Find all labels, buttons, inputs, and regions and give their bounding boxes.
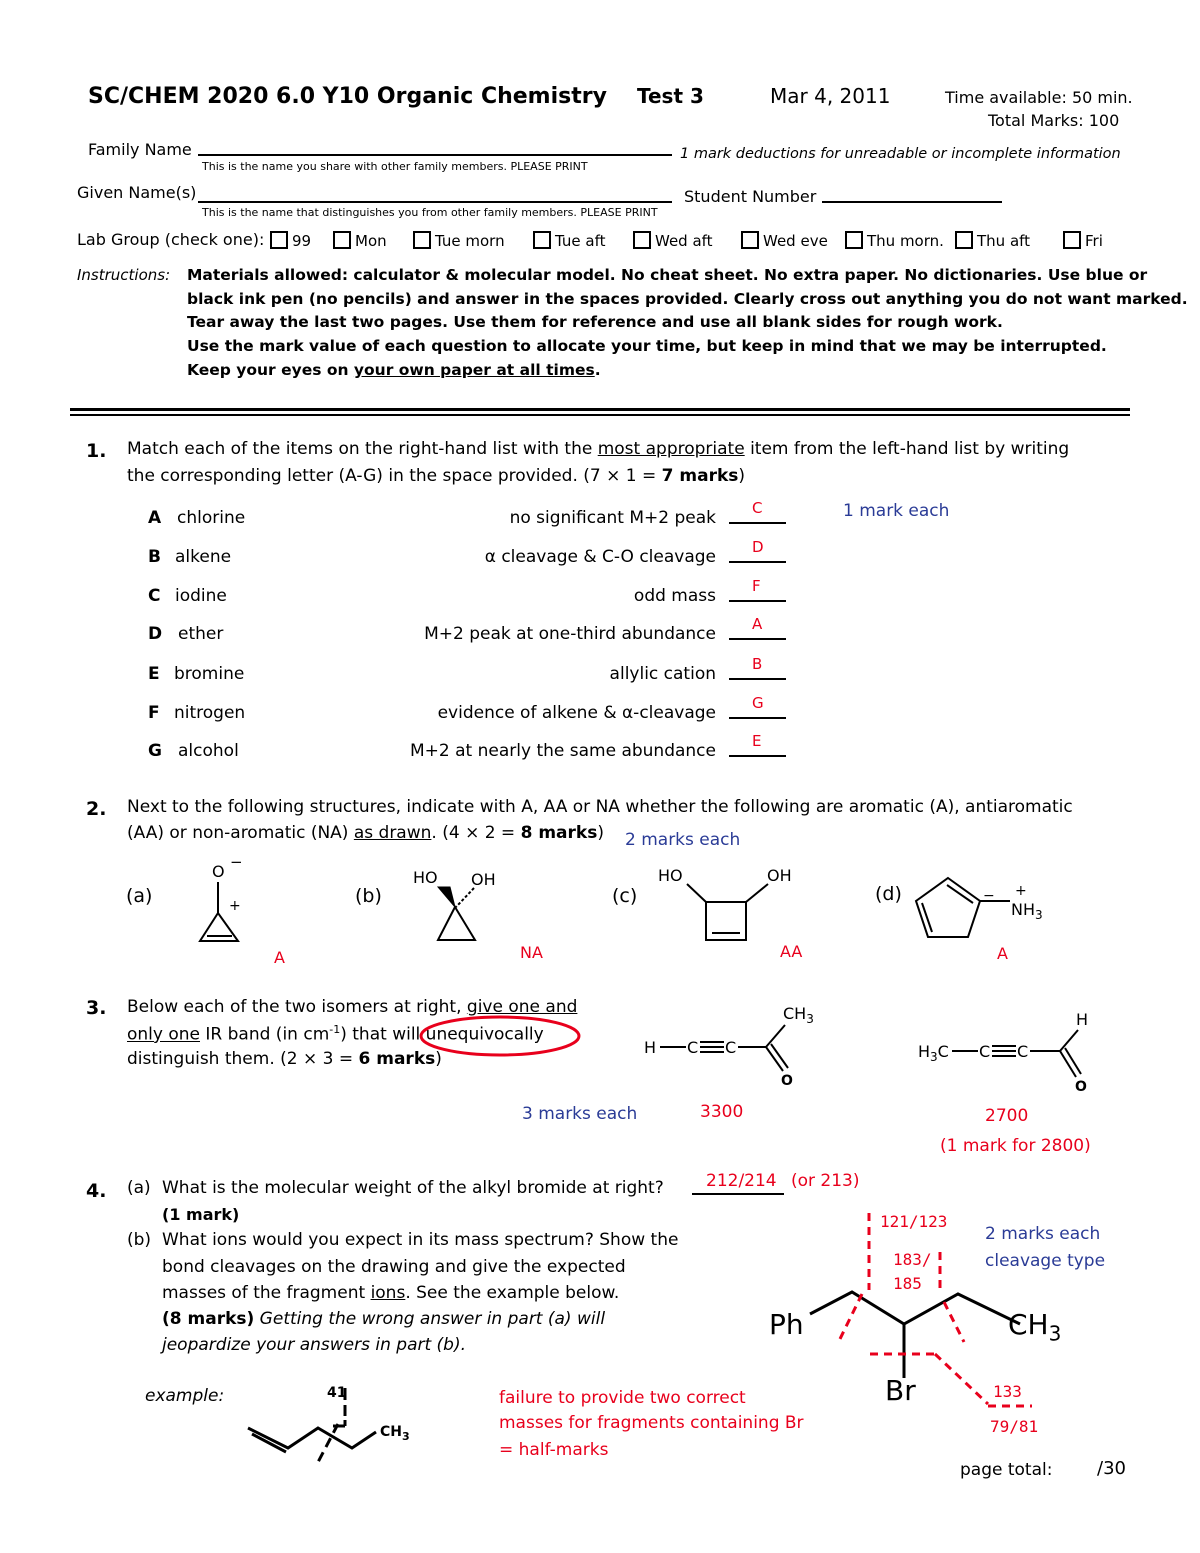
right-item-text: no significant M+2 peak [509, 508, 716, 528]
q2-label-a: (a) [126, 885, 153, 907]
isomer-2-c1: C [979, 1042, 991, 1061]
structure-a-minus: − [230, 853, 243, 871]
right-item-text: M+2 peak at one-third abundance [424, 624, 716, 644]
q4b-line-3: masses of the fragment ions. See the example below. [162, 1283, 620, 1303]
answer-d: A [997, 944, 1008, 963]
fragment-mass-133: 133 [993, 1382, 1022, 1401]
lab-option-tue-aft[interactable]: Tue aft [533, 231, 605, 250]
left-item-letter: E [148, 664, 160, 684]
q1-line-2: the corresponding letter (A-G) in the space provided. (7 × 1 = 7 marks) [127, 466, 746, 486]
fail-note-2: masses for fragments containing Br [499, 1413, 804, 1433]
structure-c-ho: HO [658, 866, 683, 885]
left-item-text: alcohol [178, 741, 239, 761]
q4b-line-2: bond cleavages on the drawing and give the expected [162, 1257, 626, 1277]
q4a-label: (a) [127, 1178, 151, 1198]
instructions-line-1: Materials allowed: calculator & molecular model. No cheat sheet. No extra paper. No dictionaries. Use blue or [187, 266, 1148, 284]
answer-letter: B [752, 655, 763, 673]
lab-option-mon[interactable]: Mon [333, 231, 387, 250]
left-item-letter: F [148, 703, 160, 723]
structure-d-nh3: $NH_3$ [1011, 900, 1043, 923]
page-total-value: /30 [1097, 1458, 1126, 1479]
q3-answer-2-note: (1 mark for 2800) [940, 1136, 1091, 1156]
q3-line-3: distinguish them. (2 × 3 = 6 marks) [127, 1049, 442, 1069]
q4-mark-note-2: cleavage type [985, 1251, 1106, 1271]
left-item-text: bromine [174, 664, 245, 684]
q3-answer-2: 2700 [985, 1106, 1029, 1126]
isomer-1-ch3: $CH_3$ [783, 1004, 814, 1027]
lab-option-thu-aft[interactable]: Thu aft [955, 231, 1030, 250]
test-date: Mar 4, 2011 [770, 84, 891, 108]
q3-number: 3. [86, 997, 107, 1019]
lab-option-wed-eve[interactable]: Wed eve [741, 231, 828, 250]
bromine-label: Br [885, 1374, 916, 1407]
left-item-letter: D [148, 624, 163, 644]
left-item-letter: B [148, 547, 161, 567]
isomer-2-c2: C [1017, 1042, 1029, 1061]
instructions-label: Instructions: [77, 266, 171, 284]
example-mass-41: 41 [327, 1385, 347, 1401]
student-number-label: Student Number [684, 187, 817, 206]
q2-line-2: (AA) or non-aromatic (NA) as drawn. (4 × 2 = 8 marks) [127, 823, 604, 843]
isomer-2-o: O [1075, 1079, 1087, 1095]
answer-c: AA [780, 942, 803, 961]
left-item-letter: C [148, 586, 161, 606]
fail-note-3: = half-marks [499, 1440, 609, 1460]
q4b-line-5: jeopardize your answers in part (b). [162, 1335, 466, 1355]
page-total-label: page total: [960, 1460, 1053, 1480]
structure-d-plus: + [1015, 883, 1027, 899]
structure-a-oxygen: O [212, 862, 225, 881]
phenyl-label: Ph [769, 1308, 804, 1341]
left-item-text: nitrogen [174, 703, 246, 723]
q1-line-1: Match each of the items on the right-hand list with the most appropriate item from the left-hand list by writing [127, 439, 1070, 459]
q4a-alt-answer: (or 213) [791, 1171, 860, 1191]
instructions-line-2: black ink pen (no pencils) and answer in the spaces provided. Clearly cross out anything you do not want marked. [187, 290, 1188, 308]
q4-number: 4. [86, 1180, 107, 1202]
structure-d-minus: − [983, 888, 995, 904]
fragment-mass-183: 183/ [893, 1250, 932, 1269]
right-item-text: α cleavage & C-O cleavage [484, 547, 716, 567]
q4-mark-note-1: 2 marks each [985, 1224, 1101, 1244]
left-item-letter: A [148, 508, 162, 528]
q3-mark-note: 3 marks each [522, 1104, 638, 1124]
right-item-text: M+2 at nearly the same abundance [410, 741, 716, 761]
isomer-1-h: H [644, 1038, 657, 1057]
answer-letter: A [752, 615, 763, 633]
family-name-note: This is the name you share with other family members. PLEASE PRINT [202, 160, 588, 173]
left-item-text: iodine [175, 586, 227, 606]
instructions-line-4: Use the mark value of each question to allocate your time, but keep in mind that we may be interrupted. [187, 337, 1107, 355]
q4a-text: What is the molecular weight of the alkyl bromide at right? [162, 1178, 664, 1198]
q2-label-d: (d) [875, 883, 902, 905]
example-ch3: $CH_3$ [380, 1424, 410, 1443]
family-name-label: Family Name [88, 140, 192, 159]
answer-letter: D [752, 538, 764, 556]
q3-answer-1: 3300 [700, 1102, 744, 1122]
right-item-text: allylic cation [609, 664, 716, 684]
lab-option-wed-aft[interactable]: Wed aft [633, 231, 713, 250]
given-name-note: This is the name that distinguishes you from other family members. PLEASE PRINT [202, 206, 658, 219]
q1-number: 1. [86, 440, 107, 462]
fragment-mass-121-123: 121/123 [880, 1212, 948, 1231]
methyl-label: $CH_3$ [1008, 1308, 1062, 1346]
q1-mark-note: 1 mark each [843, 501, 950, 521]
right-item-text: evidence of alkene & α-cleavage [437, 703, 716, 723]
q4a-answer: 212/214 [706, 1171, 777, 1191]
q4b-line-1: What ions would you expect in its mass spectrum? Show the [162, 1230, 679, 1250]
time-available: Time available: 50 min. [945, 88, 1133, 107]
isomer-2-h: H [1076, 1010, 1089, 1029]
q2-label-b: (b) [355, 885, 382, 907]
left-item-text: chlorine [177, 508, 246, 528]
q4a-marks: (1 mark) [162, 1205, 240, 1224]
left-item-letter: G [148, 741, 162, 761]
answer-b: NA [520, 943, 543, 962]
answer-letter: F [752, 577, 761, 595]
answer-letter: E [752, 732, 762, 750]
q2-mark-note: 2 marks each [625, 830, 741, 850]
right-item-text: odd mass [633, 586, 716, 606]
fail-note-1: failure to provide two correct [499, 1388, 746, 1408]
answer-letter: G [752, 694, 764, 712]
left-item-text: alkene [175, 547, 232, 567]
lab-option-tue-morn[interactable]: Tue morn [413, 231, 505, 250]
example-label: example: [145, 1386, 225, 1406]
given-name-label: Given Name(s) [77, 183, 197, 202]
course-title: SC/CHEM 2020 6.0 Y10 Organic Chemistry [88, 84, 607, 109]
left-item-text: ether [178, 624, 224, 644]
deduction-note: 1 mark deductions for unreadable or incomplete information [680, 146, 1121, 162]
q2-number: 2. [86, 798, 107, 820]
test-number: Test 3 [637, 84, 704, 108]
structure-b-oh: OH [471, 870, 496, 889]
q3-line-2: only one IR band (in $cm^{-1}$) that will unequivocally [127, 1023, 544, 1045]
lab-option-thu-morn[interactable]: Thu morn. [845, 231, 944, 250]
isomer-1-c1: C [687, 1038, 699, 1057]
q3-line-1: Below each of the two isomers at right, give one and [127, 997, 578, 1017]
isomer-2-h3c: $H_3C$ [918, 1042, 949, 1065]
lab-group-label: Lab Group (check one): [77, 230, 265, 249]
isomer-1-o: O [781, 1073, 793, 1089]
fragment-mass-79-81: 79/81 [990, 1417, 1039, 1436]
answer-letter: C [752, 499, 763, 517]
structure-a-plus: + [229, 898, 241, 914]
lab-option-99[interactable]: 99 [270, 231, 311, 250]
isomer-1-c2: C [725, 1038, 737, 1057]
q2-line-1: Next to the following structures, indicate with A, AA or NA whether the following are aromatic (A), antiaromatic [127, 797, 1073, 817]
structure-b-ho: HO [413, 868, 438, 887]
total-marks: Total Marks: 100 [988, 111, 1120, 130]
structure-c-oh: OH [767, 866, 792, 885]
instructions-line-3: Tear away the last two pages. Use them for reference and use all blank sides for rough work. [187, 313, 1003, 331]
instructions-line-5: Keep your eyes on your own paper at all times. [187, 361, 601, 379]
q4b-line-4: (8 marks) Getting the wrong answer in part (a) will [162, 1309, 606, 1329]
q2-label-c: (c) [612, 885, 638, 907]
answer-a: A [274, 948, 285, 967]
lab-option-fri[interactable]: Fri [1063, 231, 1103, 250]
fragment-mass-185: 185 [893, 1274, 922, 1293]
q4b-label: (b) [127, 1230, 152, 1250]
